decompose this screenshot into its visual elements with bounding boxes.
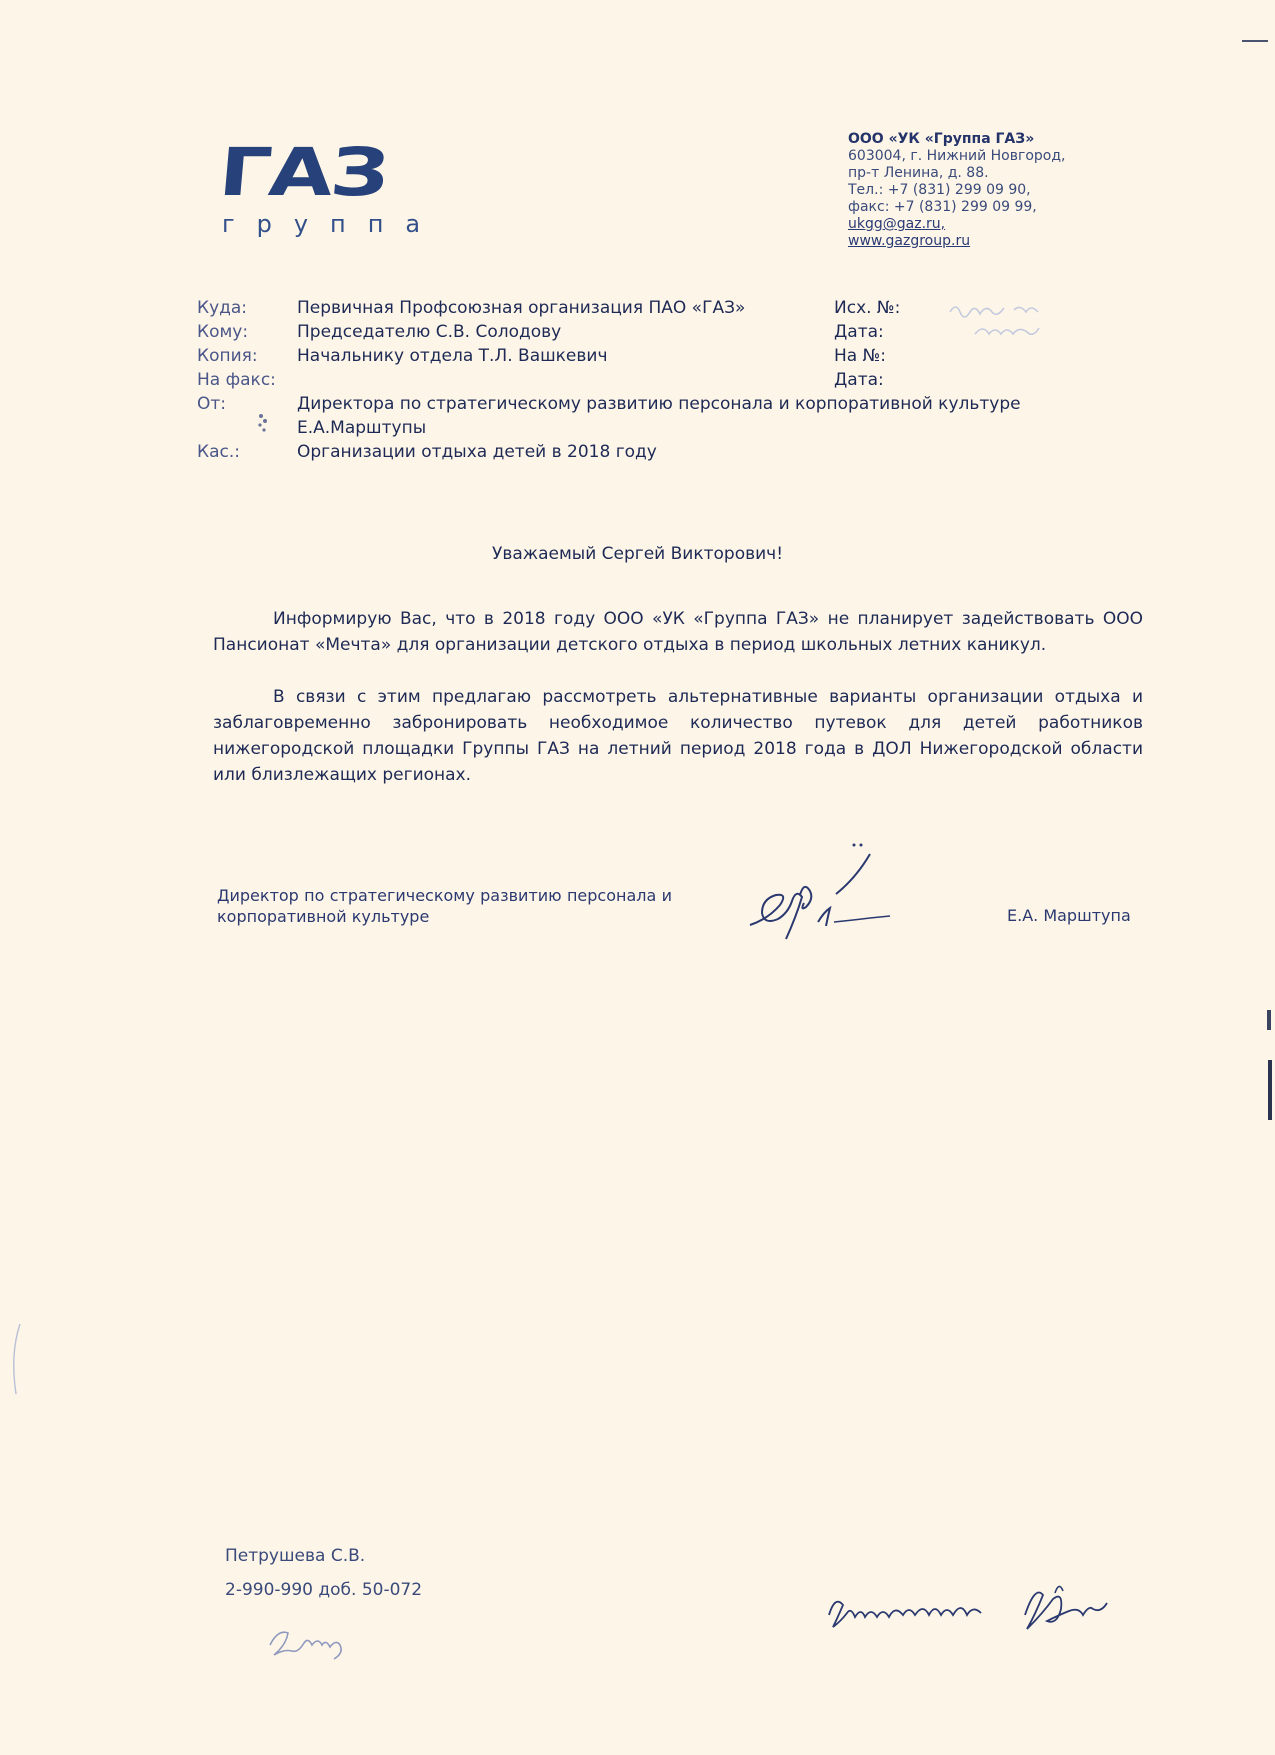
greeting: Уважаемый Сергей Викторович!: [491, 544, 784, 564]
field-to-label: Куда:: [197, 298, 248, 318]
field-from-label: От:: [197, 394, 227, 414]
body-paragraph-2: В связи с этим предлагаю рассмотреть альтернативные варианты организации отдыха и заблаговременно забронировать необходимое количество путевок для детей работников нижегородской площадки Группы ГАЗ на летний период 2018 года в ДОЛ Нижегородской области или близлежащих регионах.: [213, 687, 1143, 785]
field-whom-value: Председателю С.В. Солодову: [297, 322, 562, 342]
company-email-link[interactable]: ukgg@gaz.ru,: [848, 216, 946, 232]
handwritten-approval-signature: [825, 1575, 1140, 1655]
field-out-no: [834, 296, 900, 320]
signatory-title: Директор по стратегическому развитию персонала и корпоративной культуре: [217, 886, 672, 926]
company-name: ООО «УК «Группа ГАЗ»: [848, 131, 1035, 147]
field-from-value-2: Е.А.Марштупы: [297, 418, 427, 438]
field-copy-label: Копия:: [197, 346, 258, 366]
company-website-link[interactable]: www.gazgroup.ru: [848, 233, 971, 249]
stamp-dots-icon: [255, 412, 271, 434]
field-date-label: Дата:: [834, 322, 884, 342]
field-in-no: [834, 344, 886, 368]
field-in-no-label: На №:: [834, 346, 887, 366]
scan-margin-mark: [8, 1322, 28, 1397]
handwritten-registration-mark: [945, 294, 1095, 342]
field-in-date-label: Дата:: [834, 370, 884, 390]
field-to-value: Первичная Профсоюзная организация ПАО «ГАЗ»: [297, 298, 746, 318]
handwritten-initials-left: [262, 1615, 382, 1665]
body-paragraph-1: Информирую Вас, что в 2018 году ООО «УК «Группа ГАЗ» не планирует задействовать ООО Пансионат «Мечта» для организации детского отдыха в период школьных летних каникул.: [213, 609, 1143, 655]
gaz-group-logo: [215, 134, 482, 240]
signatory-name: Е.А. Марштупа: [1007, 906, 1131, 925]
executor-block: [225, 1539, 422, 1607]
company-address-2: пр-т Ленина, д. 88.: [848, 165, 989, 181]
field-whom-label: Кому:: [197, 322, 249, 342]
field-subject-value: Организации отдыха детей в 2018 году: [297, 442, 657, 462]
field-in-date: [834, 368, 884, 392]
company-address-1: 603004, г. Нижний Новгород,: [848, 148, 1066, 164]
logo-subtitle: группа: [222, 210, 443, 238]
handwritten-signature: [740, 840, 900, 945]
company-phone: Тел.: +7 (831) 299 09 90,: [848, 182, 1031, 198]
field-from-value-1: Директора по стратегическому развитию персонала и корпоративной культуре: [297, 394, 1021, 414]
field-copy-value: Начальнику отдела Т.Л. Вашкевич: [297, 346, 608, 366]
field-date: [834, 320, 884, 344]
scan-corner-mark: [1240, 38, 1270, 44]
executor-name: Петрушева С.В.: [225, 1546, 366, 1566]
executor-phone: 2-990-990 доб. 50-072: [225, 1580, 423, 1600]
company-info: [848, 131, 1066, 250]
logo-mark: ГАЗ: [215, 134, 391, 211]
field-out-no-label: Исх. №:: [834, 298, 901, 318]
scan-edge-mark: [1260, 1000, 1275, 1120]
field-subject-label: Кас.:: [197, 442, 240, 462]
field-fax-label: На факс:: [197, 370, 276, 390]
company-fax: факс: +7 (831) 299 09 99,: [848, 199, 1037, 215]
